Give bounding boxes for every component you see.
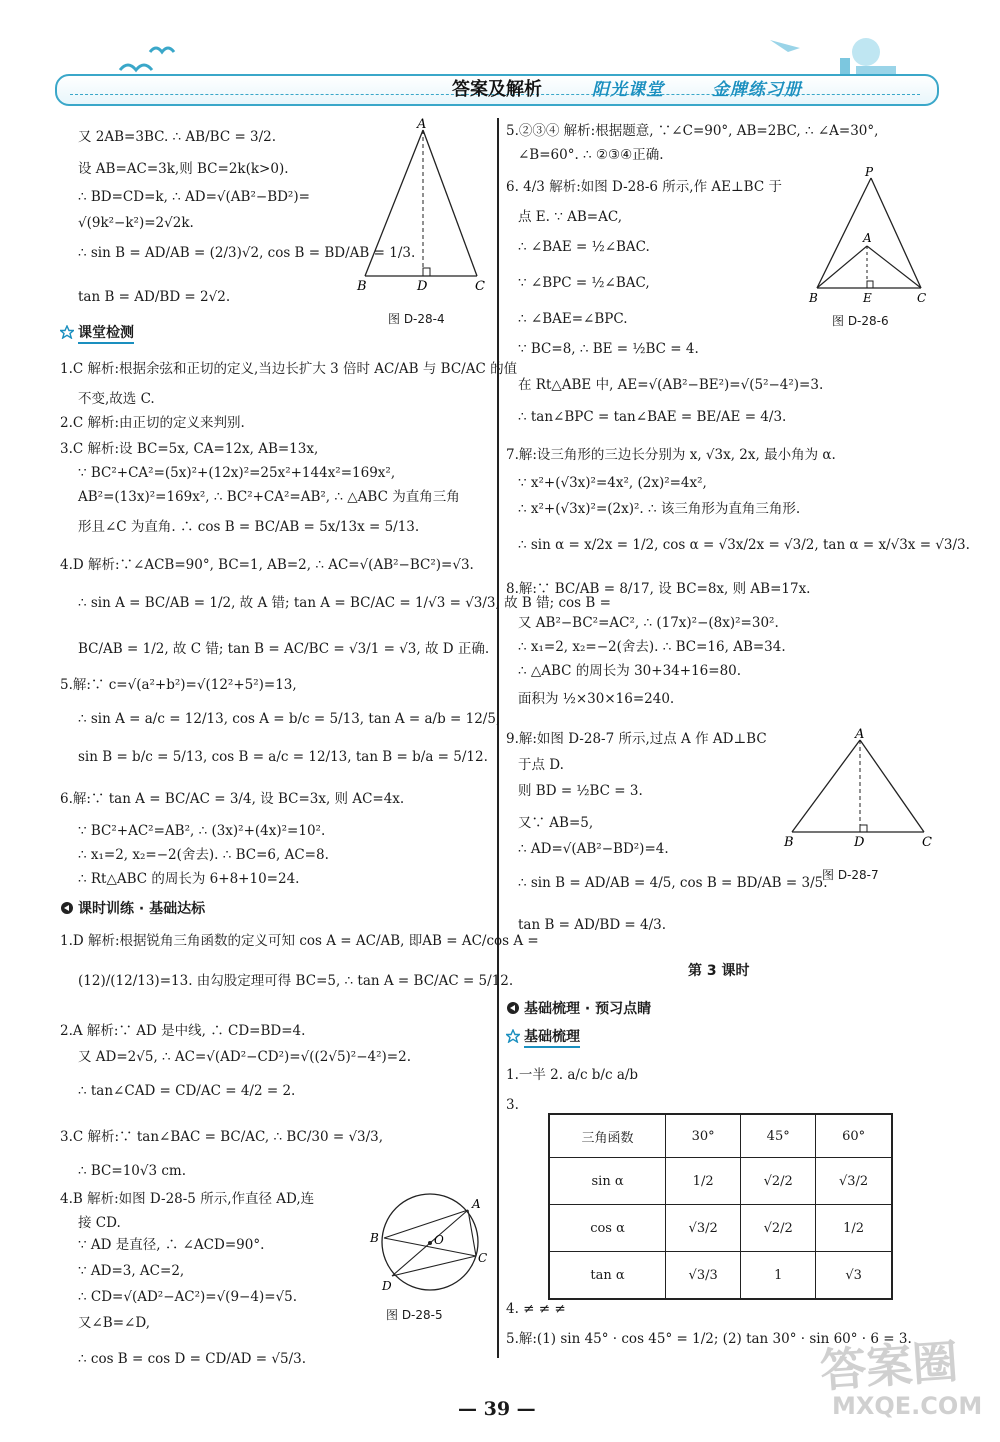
fig4-label-a: A xyxy=(855,728,865,742)
text-line: 3. xyxy=(506,1097,519,1113)
text-line: 1.D 解析:根据锐角三角函数的定义可知 cos A = AC/AB, 即AB = AC/cos A = xyxy=(60,933,539,949)
figure-caption: 图 D-28-4 xyxy=(388,312,445,326)
section-title-basic-2: 基础梳理 xyxy=(506,1026,580,1046)
figure-caption: 图 D-28-5 xyxy=(386,1308,443,1322)
text-line: BC/AB = 1/2, 故 C 错; tan B = AC/BC = √3/1 = √3, 故 D 正确. xyxy=(78,641,490,657)
table-cell: 30° xyxy=(666,1114,741,1158)
text-line: ∴ AD=√(AB²−BD²)=4. xyxy=(518,841,669,857)
text-line: ∴ △ABC 的周长为 30+34+16=80. xyxy=(518,663,742,679)
fig3-label-e: E xyxy=(863,291,872,305)
text-line: 3.C 解析:∵ tan∠BAC = BC/AC, ∴ BC/30 = √3/3, xyxy=(60,1129,384,1145)
text-line: tan B = AD/BD = 4/3. xyxy=(518,917,667,933)
fig2-label-c: C xyxy=(478,1251,488,1265)
text-line: ∴ cos B = cos D = CD/AD = √5/3. xyxy=(78,1351,307,1367)
text-line: ∴ sin B = AD/AB = 4/5, cos B = BD/AB = 3/5. xyxy=(518,875,828,891)
text-line: 点 E. ∵ AB=AC, xyxy=(518,209,622,225)
star-icon xyxy=(506,1029,520,1043)
text-line: 形且∠C 为直角. ∴ cos B = BC/AB = 5x/13x = 5/13. xyxy=(78,519,420,535)
text-line: 1.一半 2. a/c b/c a/b xyxy=(506,1067,639,1083)
text-line: 7.解:设三角形的三边长分别为 x, √3x, 2x, 最小角为 α. xyxy=(506,447,836,463)
text-line: ∵ BC²+AC²=AB², ∴ (3x)²+(4x)²=10². xyxy=(78,823,326,839)
text-line: 在 Rt△ABE 中, AE=√(AB²−BE²)=√(5²−4²)=3. xyxy=(518,377,824,393)
text-line: 则 BD = ½BC = 3. xyxy=(518,783,643,799)
text-line: 3.C 解析:设 BC=5x, CA=12x, AB=13x, xyxy=(60,441,319,457)
lesson-title: 第 3 课时 xyxy=(688,963,750,979)
section-title-training: 课时训练 · 基础达标 xyxy=(60,898,205,918)
table-cell: 45° xyxy=(741,1114,816,1158)
text-line: 8.解:∵ BC/AB = 8/17, 设 BC=8x, 则 AB=17x. xyxy=(506,581,811,597)
text-line: ∵ ∠BPC = ½∠BAC, xyxy=(518,275,650,291)
table-row xyxy=(549,1158,892,1205)
fig1-label-c: C xyxy=(475,279,485,294)
text-line: 不变,故选 C. xyxy=(78,391,155,407)
text-line: ∴ BC=10√3 cm. xyxy=(78,1163,187,1179)
text-line: 接 CD. xyxy=(78,1215,121,1231)
fig2-label-o: O xyxy=(434,1233,444,1247)
table-row xyxy=(549,1205,892,1252)
fig2-label-b: B xyxy=(370,1231,379,1245)
fig3-label-b: B xyxy=(809,291,818,305)
text-line: ∵ x²+(√3x)²=4x², (2x)²=4x², xyxy=(518,475,707,491)
text-line: 又∠B=∠D, xyxy=(78,1315,150,1331)
text-line: 4.B 解析:如图 D-28-5 所示,作直径 AD,连 xyxy=(60,1191,315,1207)
text-line: ∵ AD=3, AC=2, xyxy=(78,1263,185,1279)
table-cell: cos α xyxy=(549,1205,666,1252)
fig1-label-a: A xyxy=(417,118,427,132)
fig1-label-b: B xyxy=(357,279,367,294)
table-cell: 1/2 xyxy=(666,1158,741,1205)
table-cell: 60° xyxy=(816,1114,892,1158)
table-cell: √3/3 xyxy=(666,1252,741,1300)
figure-d-28-4 xyxy=(355,118,490,298)
text-line: ∴ x₁=2, x₂=−2(舍去). ∴ BC=16, AB=34. xyxy=(518,639,786,655)
table-cell: √3 xyxy=(816,1252,892,1300)
text-line: 面积为 ½×30×16=240. xyxy=(518,691,675,707)
figure-d-28-6 xyxy=(805,164,935,312)
fig3-label-c: C xyxy=(917,291,927,305)
table-cell: 1/2 xyxy=(816,1205,892,1252)
section-bullet-icon xyxy=(506,1001,520,1015)
text-line: 又 AB²−BC²=AC², ∴ (17x)²−(8x)²=30². xyxy=(518,615,779,631)
table-cell: 三角函数 xyxy=(549,1114,666,1158)
text-line: ∴ tan∠BPC = tan∠BAE = BE/AE = 4/3. xyxy=(518,409,787,425)
text-line: AB²=(13x)²=169x², ∴ BC²+CA²=AB², ∴ △ABC 为直角三角 xyxy=(78,489,460,505)
text-line: 于点 D. xyxy=(518,757,564,773)
section-title-classcheck: 课堂检测 xyxy=(60,322,134,342)
text-line: 设 AB=AC=3k,则 BC=2k(k>0). xyxy=(78,161,289,177)
fig4-label-d: D xyxy=(854,835,865,850)
fig2-label-a: A xyxy=(472,1197,481,1211)
table-cell: √3/2 xyxy=(666,1205,741,1252)
header-title: 答案及解析 xyxy=(452,79,542,100)
text-line: ∵ BC²+CA²=(5x)²+(12x)²=25x²+144x²=169x², xyxy=(78,465,396,481)
page-number: — 39 — xyxy=(458,1398,536,1420)
text-line: 2.A 解析:∵ AD 是中线, ∴ CD=BD=4. xyxy=(60,1023,306,1039)
fig4-label-c: C xyxy=(922,835,932,850)
table-cell: sin α xyxy=(549,1158,666,1205)
header-brand-2: 金牌练习册 xyxy=(712,80,802,100)
column-divider xyxy=(497,118,499,1358)
text-line: 又∵ AB=5, xyxy=(518,815,594,831)
text-line: 4. ≠ ≠ ≠ xyxy=(506,1301,566,1317)
text-line: ∵ AD 是直径, ∴ ∠ACD=90°. xyxy=(78,1237,265,1253)
text-line: 2.C 解析:由正切的定义来判别. xyxy=(60,415,245,431)
text-line: 5.解:(1) sin 45° · cos 45° = 1/2; (2) tan 30° · sin 60° · 6 = 3. xyxy=(506,1331,912,1347)
text-line: sin B = b/c = 5/13, cos B = a/c = 12/13, tan B = b/a = 5/12. xyxy=(78,749,488,765)
text-line: 又 2AB=3BC. ∴ AB/BC = 3/2. xyxy=(78,129,277,145)
text-line: ∴ sin A = BC/AB = 1/2, 故 A 错; tan A = BC/AC = 1/√3 = √3/3, 故 B 错; cos B = xyxy=(78,595,611,611)
text-line: ∴ Rt△ABC 的周长为 6+8+10=24. xyxy=(78,871,300,887)
text-line: ∴ x₁=2, x₂=−2(舍去). ∴ BC=6, AC=8. xyxy=(78,847,329,863)
fig1-label-d: D xyxy=(417,279,428,294)
text-line: ∵ BC=8, ∴ BE = ½BC = 4. xyxy=(518,341,699,357)
text-line: ∴ ∠BAE=∠BPC. xyxy=(518,311,628,327)
section-bullet-icon xyxy=(60,901,74,915)
text-line: √(9k²−k²)=2√2k. xyxy=(78,215,194,231)
table-cell: √3/2 xyxy=(816,1158,892,1205)
table-row xyxy=(549,1252,892,1300)
text-line: ∴ x²+(√3x)²=(2x)². ∴ 该三角形为直角三角形. xyxy=(518,501,801,517)
text-line: tan B = AD/BD = 2√2. xyxy=(78,289,231,305)
figure-caption: 图 D-28-6 xyxy=(832,314,889,328)
fig3-label-a: A xyxy=(863,231,872,245)
watermark-logo: 答案圈 xyxy=(818,1334,960,1398)
figure-d-28-7 xyxy=(780,728,940,853)
text-line: ∴ sin A = a/c = 12/13, cos A = b/c = 5/13, tan A = a/b = 12/5, xyxy=(78,711,501,727)
table-cell: tan α xyxy=(549,1252,666,1300)
text-line: ∴ ∠BAE = ½∠BAC. xyxy=(518,239,650,255)
text-line: ∴ tan∠CAD = CD/AC = 4/2 = 2. xyxy=(78,1083,296,1099)
text-line: 4.D 解析:∵∠ACB=90°, BC=1, AB=2, ∴ AC=√(AB²−BC²)=√3. xyxy=(60,557,474,573)
text-line: 9.解:如图 D-28-7 所示,过点 A 作 AD⊥BC xyxy=(506,731,767,747)
table-cell: √2/2 xyxy=(741,1205,816,1252)
figure-caption: 图 D-28-7 xyxy=(822,868,879,882)
text-line: ∠B=60°. ∴ ②③④正确. xyxy=(518,147,664,163)
header-brand-1: 阳光课堂 xyxy=(592,80,664,100)
text-line: ∴ BD=CD=k, ∴ AD=√(AB²−BD²)= xyxy=(78,189,310,205)
fig2-label-d: D xyxy=(382,1279,392,1293)
fig3-label-p: P xyxy=(865,165,874,179)
text-line: ∴ CD=√(AD²−AC²)=√(9−4)=√5. xyxy=(78,1289,297,1305)
text-line: ∴ sin B = AD/AB = (2/3)√2, cos B = BD/AB = 1/3. xyxy=(78,245,416,261)
figure-d-28-5 xyxy=(368,1190,493,1300)
table-cell: 1 xyxy=(741,1252,816,1300)
text-line: 6. 4/3 解析:如图 D-28-6 所示,作 AE⊥BC 于 xyxy=(506,179,782,195)
text-line: (12)/(12/13)=13. 由勾股定理可得 BC=5, ∴ tan A = BC/AC = 5/12. xyxy=(78,973,514,989)
fig4-label-b: B xyxy=(784,835,794,850)
text-line: ∴ sin α = x/2x = 1/2, cos α = √3x/2x = √3/2, tan α = x/√3x = √3/3. xyxy=(518,537,970,553)
section-title-basic: 基础梳理 · 预习点睛 xyxy=(506,998,651,1018)
text-line: 又 AD=2√5, ∴ AC=√(AD²−CD²)=√((2√5)²−4²)=2. xyxy=(78,1049,411,1065)
text-line: 5.解:∵ c=√(a²+b²)=√(12²+5²)=13, xyxy=(60,677,297,693)
trig-table xyxy=(548,1113,893,1300)
text-line: 1.C 解析:根据余弦和正切的定义,当边长扩大 3 倍时 AC/AB 与 BC/AC 的值 xyxy=(60,361,518,377)
star-icon xyxy=(60,325,74,339)
watermark-site: MXQE.COM xyxy=(832,1392,983,1420)
text-line: 6.解:∵ tan A = BC/AC = 3/4, 设 BC=3x, 则 AC=4x. xyxy=(60,791,405,807)
text-line: 5.②③④ 解析:根据题意, ∵∠C=90°, AB=2BC, ∴ ∠A=30°, xyxy=(506,123,879,139)
table-cell: √2/2 xyxy=(741,1158,816,1205)
table-header-row xyxy=(549,1114,892,1158)
